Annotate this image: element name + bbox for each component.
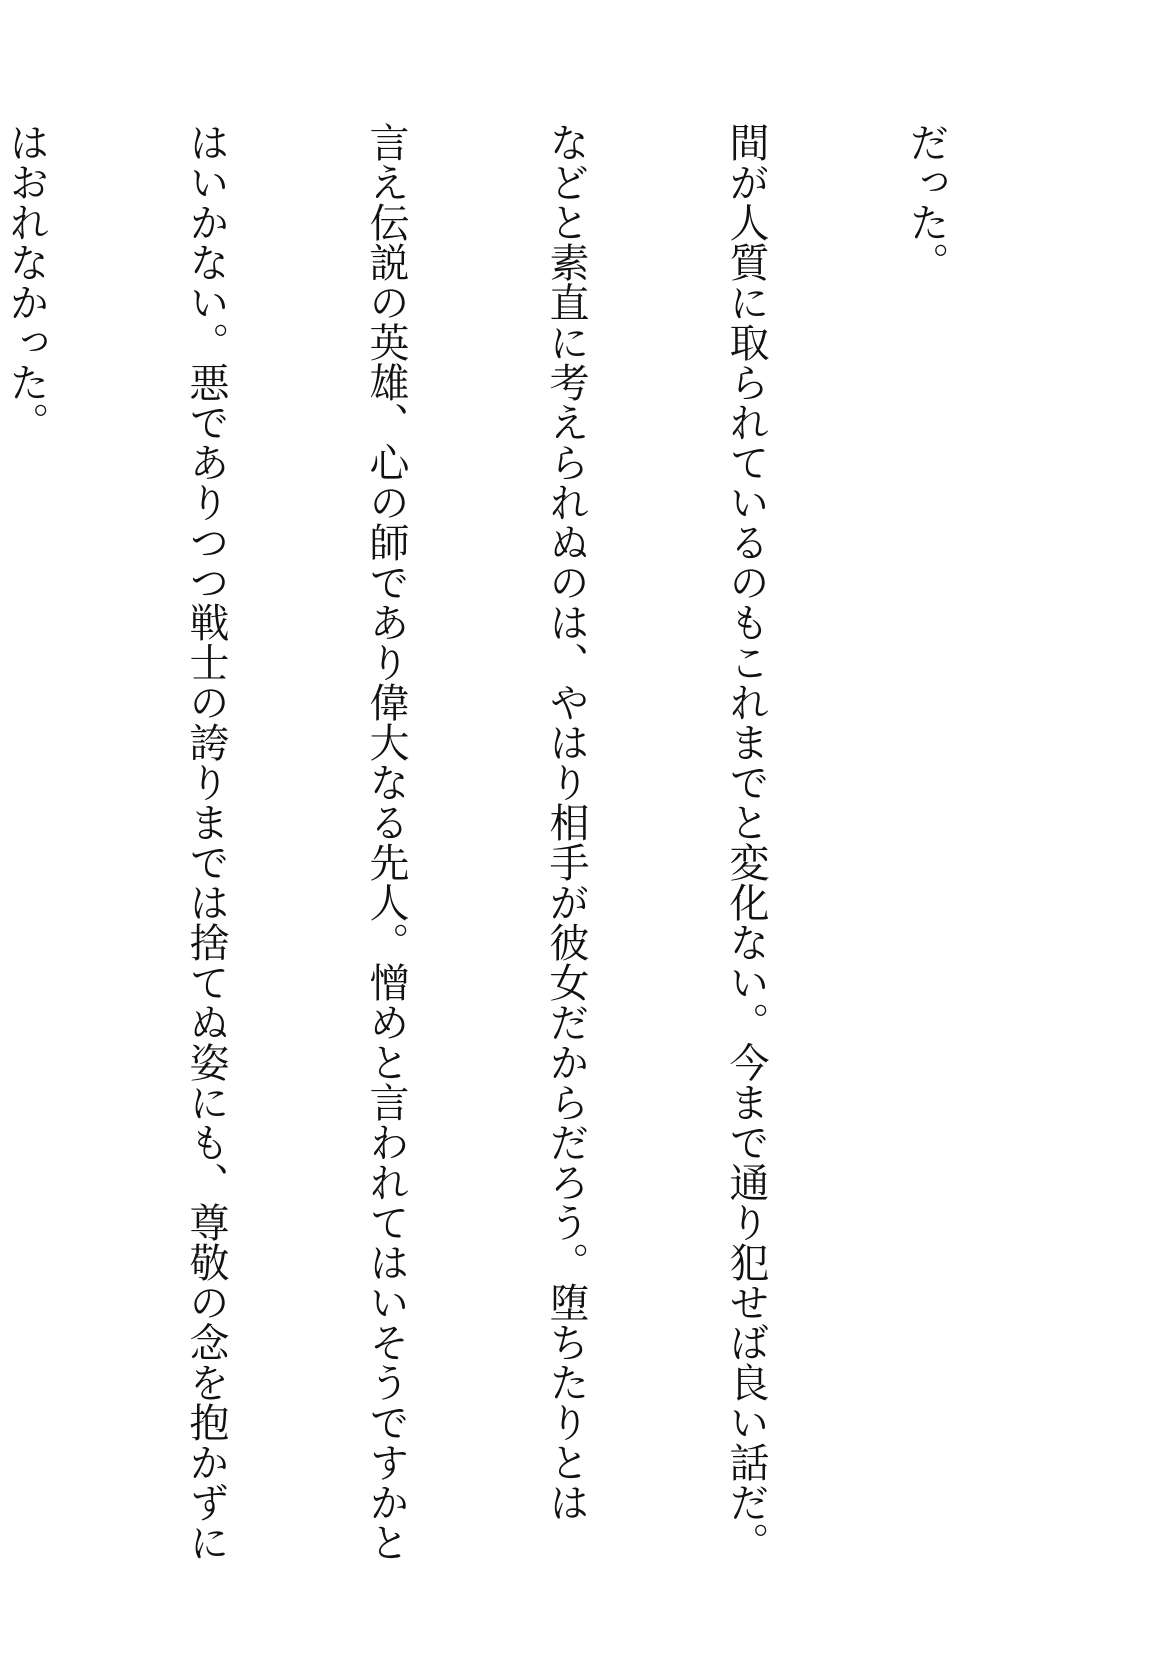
text-line-5: はいかない。悪でありつつ戦士の誇りまでは捨てぬ姿にも、尊敬の念を抱かずに [183, 122, 229, 1562]
text-line-3: などと素直に考えられぬのは、やはり相手が彼女だからだろう。堕ちたりとは [543, 122, 589, 1522]
text-line-6: はおれなかった。 [3, 122, 49, 442]
text-line-1: だった。 [903, 122, 949, 282]
text-line-2: 間が人質に取られているのもこれまでと変化ない。今まで通り犯せば良い話だ。 [723, 122, 769, 1562]
text-line-4: 言え伝説の英雄、心の師であり偉大なる先人。憎めと言われてはいそうですかと [363, 122, 409, 1562]
vertical-text-body [0, 122, 1076, 1562]
